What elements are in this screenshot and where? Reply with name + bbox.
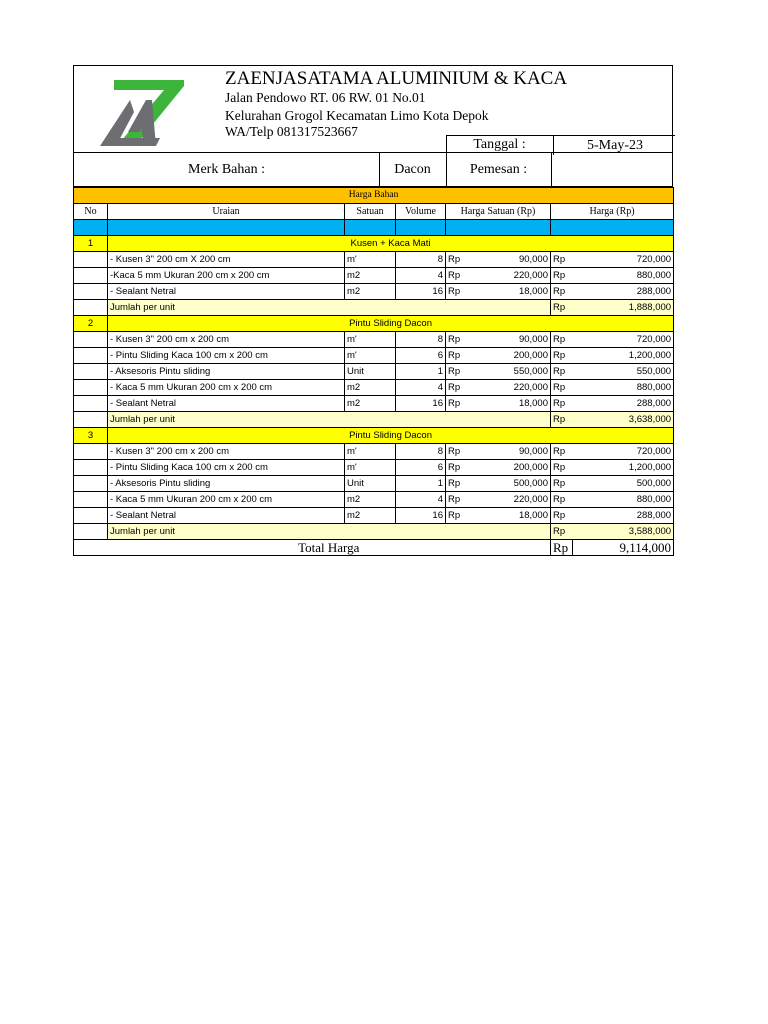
group-title: Kusen + Kaca Mati — [108, 236, 674, 252]
item-unit-price: 550,000 — [468, 364, 551, 380]
item-price: 500,000 — [573, 476, 674, 492]
item-unit: m2 — [345, 380, 396, 396]
item-price: 880,000 — [573, 268, 674, 284]
row-no — [74, 300, 108, 316]
subtotal-currency: Rp — [551, 412, 573, 428]
table-row — [74, 332, 674, 348]
price-currency: Rp — [551, 492, 573, 508]
table-row — [74, 380, 674, 396]
row-no — [74, 252, 108, 268]
item-unit: m' — [345, 348, 396, 364]
item-price: 550,000 — [573, 364, 674, 380]
pemesan-label: Pemesan : — [469, 162, 528, 177]
table-row — [74, 492, 674, 508]
item-description: - Sealant Netral — [108, 396, 345, 412]
unit-price-currency: Rp — [446, 332, 468, 348]
row-no — [74, 284, 108, 300]
subtotal-value: 1,888,000 — [573, 300, 674, 316]
item-description: - Sealant Netral — [108, 508, 345, 524]
item-volume: 1 — [396, 364, 446, 380]
item-unit: Unit — [345, 364, 396, 380]
item-unit-price: 200,000 — [468, 460, 551, 476]
item-unit-price: 90,000 — [468, 332, 551, 348]
section-title: Harga Bahan — [74, 188, 674, 204]
table-row — [74, 476, 674, 492]
item-volume: 6 — [396, 460, 446, 476]
item-price: 720,000 — [573, 332, 674, 348]
total-label: Total Harga — [108, 540, 551, 556]
row-no — [74, 332, 108, 348]
group-title: Pintu Sliding Dacon — [108, 316, 674, 332]
item-volume: 8 — [396, 444, 446, 460]
unit-price-currency: Rp — [446, 252, 468, 268]
subtotal-value: 3,638,000 — [573, 412, 674, 428]
item-unit-price: 18,000 — [468, 508, 551, 524]
row-no — [74, 364, 108, 380]
total-row — [74, 540, 674, 556]
unit-price-currency: Rp — [446, 444, 468, 460]
table-row — [74, 252, 674, 268]
group-number: 3 — [74, 428, 108, 444]
price-currency: Rp — [551, 508, 573, 524]
row-no — [74, 524, 108, 540]
price-currency: Rp — [551, 332, 573, 348]
item-description: -Kaca 5 mm Ukuran 200 cm x 200 cm — [108, 268, 345, 284]
table-row — [74, 348, 674, 364]
col-no: No — [74, 204, 108, 220]
table-row — [74, 444, 674, 460]
price-currency: Rp — [551, 364, 573, 380]
item-unit-price: 200,000 — [468, 348, 551, 364]
table-row — [74, 508, 674, 524]
item-price: 1,200,000 — [573, 460, 674, 476]
price-currency: Rp — [551, 460, 573, 476]
item-unit: m' — [345, 252, 396, 268]
merk-row — [73, 153, 673, 187]
price-currency: Rp — [551, 348, 573, 364]
item-volume: 1 — [396, 476, 446, 492]
company-name: ZAENJASATAMA ALUMINIUM & KACA — [225, 68, 568, 89]
item-price: 720,000 — [573, 444, 674, 460]
item-unit-price: 18,000 — [468, 396, 551, 412]
item-volume: 4 — [396, 268, 446, 284]
subtotal-value: 3,588,000 — [573, 524, 674, 540]
subtotal-row — [74, 412, 674, 428]
item-unit: m2 — [345, 508, 396, 524]
item-price: 880,000 — [573, 492, 674, 508]
unit-price-currency: Rp — [446, 364, 468, 380]
merk-label: Merk Bahan : — [188, 162, 265, 177]
group-number: 2 — [74, 316, 108, 332]
unit-price-currency: Rp — [446, 348, 468, 364]
blue-band-row — [74, 220, 674, 236]
invoice-sheet — [73, 65, 673, 556]
price-currency: Rp — [551, 476, 573, 492]
col-volume: Volume — [396, 204, 446, 220]
item-volume: 4 — [396, 492, 446, 508]
row-no — [74, 492, 108, 508]
item-price: 720,000 — [573, 252, 674, 268]
row-no — [74, 380, 108, 396]
address-line-1: Jalan Pendowo RT. 06 RW. 01 No.01 — [225, 90, 426, 105]
item-unit-price: 90,000 — [468, 444, 551, 460]
row-no — [74, 412, 108, 428]
group-number: 1 — [74, 236, 108, 252]
item-description: - Kusen 3" 200 cm x 200 cm — [108, 332, 345, 348]
group-row — [74, 428, 674, 444]
subtotal-label: Jumlah per unit — [108, 300, 551, 316]
item-unit: m2 — [345, 268, 396, 284]
item-volume: 6 — [396, 348, 446, 364]
subtotal-currency: Rp — [551, 300, 573, 316]
item-price: 880,000 — [573, 380, 674, 396]
item-volume: 8 — [396, 252, 446, 268]
date-value: 5-May-23 — [553, 136, 676, 155]
address-line-2: Kelurahan Grogol Kecamatan Limo Kota Depok — [225, 108, 489, 123]
col-satuan: Satuan — [345, 204, 396, 220]
group-row — [74, 316, 674, 332]
item-description: - Pintu Sliding Kaca 100 cm x 200 cm — [108, 460, 345, 476]
item-description: - Pintu Sliding Kaca 100 cm x 200 cm — [108, 348, 345, 364]
row-no — [74, 348, 108, 364]
item-volume: 4 — [396, 380, 446, 396]
row-no — [74, 460, 108, 476]
subtotal-label: Jumlah per unit — [108, 524, 551, 540]
unit-price-currency: Rp — [446, 380, 468, 396]
item-unit: m' — [345, 332, 396, 348]
table-row — [74, 284, 674, 300]
item-unit-price: 500,000 — [468, 476, 551, 492]
subtotal-row — [74, 300, 674, 316]
item-volume: 16 — [396, 508, 446, 524]
table-row — [74, 396, 674, 412]
item-unit: m2 — [345, 284, 396, 300]
item-price: 288,000 — [573, 396, 674, 412]
group-title: Pintu Sliding Dacon — [108, 428, 674, 444]
unit-price-currency: Rp — [446, 268, 468, 284]
item-price: 288,000 — [573, 284, 674, 300]
item-volume: 16 — [396, 284, 446, 300]
subtotal-currency: Rp — [551, 524, 573, 540]
phone-line: WA/Telp 081317523667 — [225, 124, 358, 139]
table-row — [74, 460, 674, 476]
row-no — [74, 396, 108, 412]
col-uraian: Uraian — [108, 204, 345, 220]
price-currency: Rp — [551, 444, 573, 460]
item-description: - Aksesoris Pintu sliding — [108, 364, 345, 380]
unit-price-currency: Rp — [446, 476, 468, 492]
price-currency: Rp — [551, 284, 573, 300]
table-row — [74, 268, 674, 284]
item-unit-price: 220,000 — [468, 380, 551, 396]
item-unit: m2 — [345, 396, 396, 412]
item-price: 288,000 — [573, 508, 674, 524]
item-description: - Aksesoris Pintu sliding — [108, 476, 345, 492]
item-unit: m' — [345, 460, 396, 476]
price-currency: Rp — [551, 268, 573, 284]
row-no — [74, 444, 108, 460]
row-no — [74, 268, 108, 284]
company-header — [73, 65, 673, 153]
col-harga-satuan: Harga Satuan (Rp) — [446, 204, 551, 220]
col-harga: Harga (Rp) — [551, 204, 674, 220]
unit-price-currency: Rp — [446, 284, 468, 300]
item-unit-price: 220,000 — [468, 268, 551, 284]
price-currency: Rp — [551, 396, 573, 412]
item-description: - Kaca 5 mm Ukuran 200 cm x 200 cm — [108, 380, 345, 396]
pemesan-value — [552, 153, 672, 186]
price-table — [73, 187, 674, 556]
company-logo — [100, 80, 184, 146]
subtotal-row — [74, 524, 674, 540]
item-description: - Sealant Netral — [108, 284, 345, 300]
item-volume: 16 — [396, 396, 446, 412]
date-label: Tanggal : — [473, 137, 526, 152]
item-unit-price: 220,000 — [468, 492, 551, 508]
merk-value: Dacon — [394, 162, 431, 177]
unit-price-currency: Rp — [446, 396, 468, 412]
date-box — [446, 135, 675, 155]
item-price: 1,200,000 — [573, 348, 674, 364]
group-row — [74, 236, 674, 252]
item-description: - Kaca 5 mm Ukuran 200 cm x 200 cm — [108, 492, 345, 508]
item-unit: m' — [345, 444, 396, 460]
total-currency: Rp — [551, 540, 573, 556]
table-row — [74, 364, 674, 380]
row-no — [74, 476, 108, 492]
subtotal-label: Jumlah per unit — [108, 412, 551, 428]
unit-price-currency: Rp — [446, 460, 468, 476]
item-unit-price: 18,000 — [468, 284, 551, 300]
price-currency: Rp — [551, 380, 573, 396]
item-unit-price: 90,000 — [468, 252, 551, 268]
item-volume: 8 — [396, 332, 446, 348]
item-description: - Kusen 3" 200 cm X 200 cm — [108, 252, 345, 268]
unit-price-currency: Rp — [446, 492, 468, 508]
price-currency: Rp — [551, 252, 573, 268]
unit-price-currency: Rp — [446, 508, 468, 524]
item-unit: m2 — [345, 492, 396, 508]
item-unit: Unit — [345, 476, 396, 492]
row-no — [74, 508, 108, 524]
item-description: - Kusen 3" 200 cm x 200 cm — [108, 444, 345, 460]
total-value: 9,114,000 — [573, 540, 674, 556]
column-header-row — [74, 204, 674, 220]
